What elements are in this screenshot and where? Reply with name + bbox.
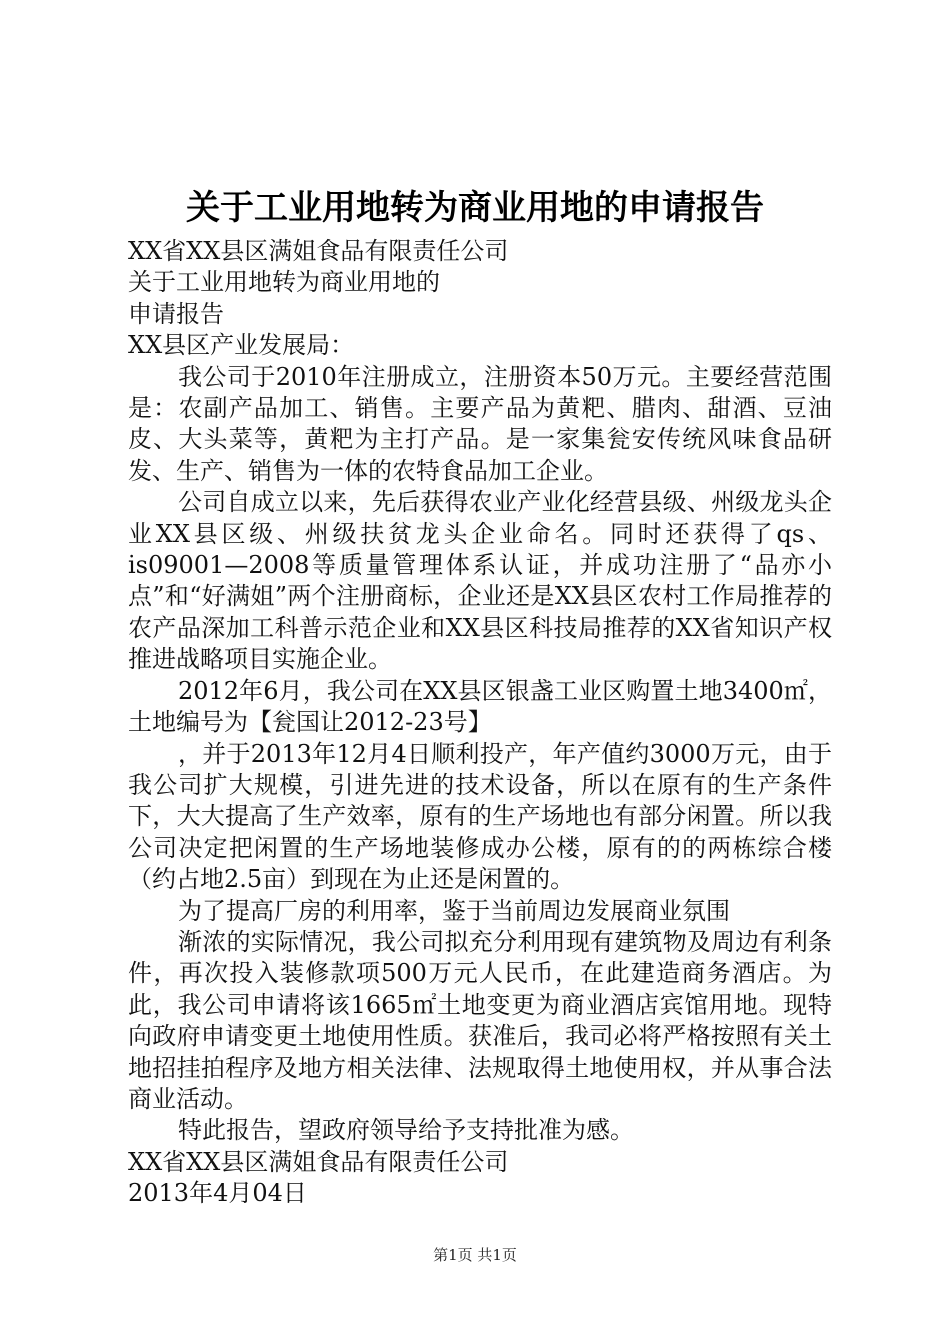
paragraph: 2012年6月，我公司在XX县区银盏工业区购置土地3400㎡，土地编号为【瓮国让2012-23号】 <box>128 676 832 737</box>
signature-company: XX省XX县区满姐食品有限责任公司 <box>128 1147 509 1176</box>
paragraph: ，并于2013年12月4日顺利投产，年产值约3000万元，由于我公司扩大规模，引进先进的技术设备，所以在原有的生产条件下，大大提高了生产效率，原有的生产场地也有部分闲置。所以我公司决定把闲置的生产场地装修成办公楼，原有的的两栋综合楼（约占地2.5亩）到现在为止还是闲置的。 <box>128 739 832 894</box>
signature-date: 2013年4月04日 <box>128 1179 307 1208</box>
document-body <box>128 236 832 1210</box>
paragraph: 渐浓的实际情况，我公司拟充分利用现有建筑物及周边有利条件，再次投入装修款项500万元人民币，在此建造商务酒店。为此，我公司申请将该1665㎡土地变更为商业酒店宾馆用地。现特向政府申请变更土地使用性质。获准后，我司必将严格按照有关土地招挂拍程序及地方相关法律、法规取得土地使用权，并从事合法商业活动。 <box>128 927 832 1113</box>
page-footer: 第1页 共1页 <box>433 1246 517 1264</box>
header-report-line: 申请报告 <box>128 299 224 328</box>
paragraph: 为了提高厂房的利用率，鉴于当前周边发展商业氛围 <box>178 896 730 925</box>
paragraph: 我公司于2010年注册成立，注册资本50万元。主要经营范围是：农副产品加工、销售。主要产品为黄粑、腊肉、甜酒、豆油皮、大头菜等，黄粑为主打产品。是一家集瓮安传统风味食品研发、生产、销售为一体的农特食品加工企业。 <box>128 362 832 485</box>
document-title: 关于工业用地转为商业用地的申请报告 <box>186 188 764 228</box>
header-subject-line: 关于工业用地转为商业用地的 <box>128 268 440 297</box>
header-recipient-line: XX县区产业发展局： <box>128 331 355 360</box>
paragraph: 公司自成立以来，先后获得农业产业化经营县级、州级龙头企业XX县区级、州级扶贫龙头企业命名。同时还获得了qs、is09001—2008等质量管理体系认证，并成功注册了“品亦小点”和“好满姐”两个注册商标，企业还是XX县区农村工作局推荐的农产品深加工科普示范企业和XX县区科技局推荐的XX省知识产权推进战略项目实施企业。 <box>128 488 832 674</box>
header-company-line: XX省XX县区满姐食品有限责任公司 <box>128 237 509 265</box>
paragraph: 特此报告，望政府领导给予支持批准为感。 <box>178 1116 634 1145</box>
